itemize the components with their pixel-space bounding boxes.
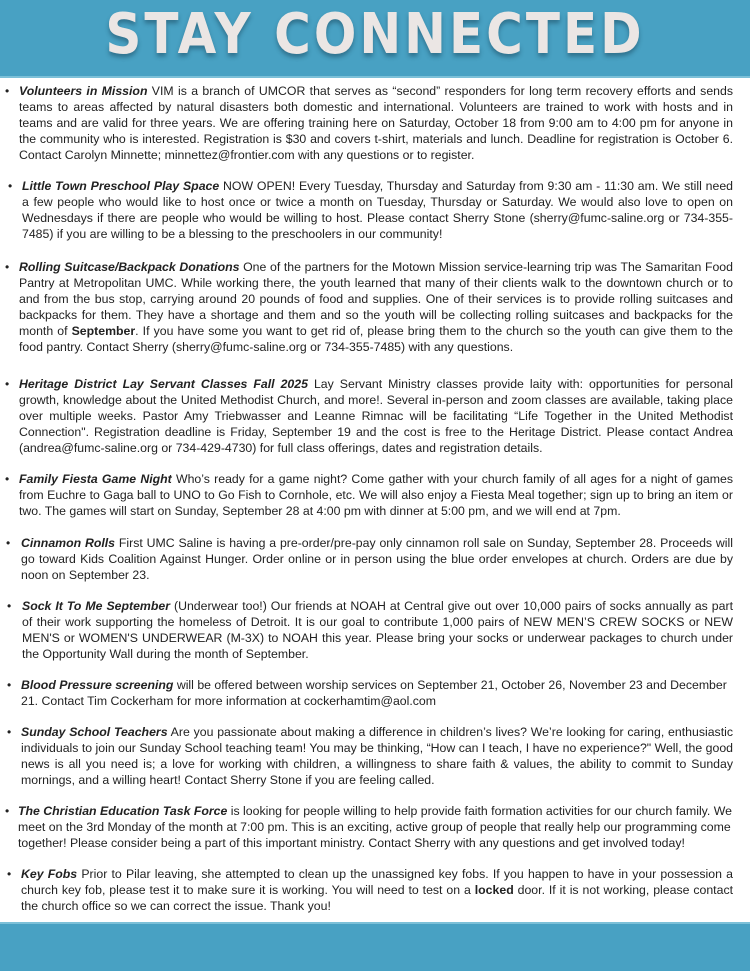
announcement-sock-it-to-me (0, 598, 750, 662)
announcement-body: NOW OPEN! Every Tuesday, Thursday and Saturday from 9:30 am - 11:30 am. We still need a few people who would like to host once or twice a month on Tuesday, Thursday or Saturday. We would also love to open on Wednesdays if there are people who would be willing to host. Please contact Sherry Stone (sherry@fumc-saline.org or 734-355-7485) if you are willing to be a blessing to the preschoolers in our community! (22, 179, 733, 242)
bullet-icon: • (5, 84, 10, 98)
announcement-title: Heritage District Lay Servant Classes Fall 2025 (19, 377, 308, 391)
announcement-title: Volunteers in Mission (19, 84, 148, 98)
announcement-preschool-play-space (0, 178, 750, 242)
announcement-body: VIM is a branch of UMCOR that serves as “second” responders for long term recovery efforts and sends teams to areas affected by natural disasters both domestic and international. Volunteers are trained to work with hosts and in teams and are valid for three years. We are offering training here on Saturday, October 18 from 9:00 am to 4:00 pm for anyone in the community who is interested. Registration is $30 and covers t-shirt, materials and lunch. Deadline for registration is October 6. Contact Carolyn Minnette; minnettez@frontier.com with any questions or to register. (19, 84, 733, 163)
bullet-icon: • (5, 377, 10, 391)
announcement-body: Prior to Pilar leaving, she attempted to clean up the unassigned key fobs. If you happen to have in your possession a church key fob, please test it to make sure it is working. You will need to test on a (21, 867, 733, 898)
footer-banner (0, 922, 750, 971)
bullet-icon: • (8, 179, 13, 193)
announcement-title: Blood Pressure screening (21, 678, 174, 692)
announcement-body: will be offered between worship services on September 21, October 26, November 23 and December 21. Contact Tim Cockerham for more information at cockerhamtim@aol.com (21, 678, 727, 709)
announcement-body: One of the partners for the Motown Mission service-learning trip was The Samaritan Food Pantry at Metropolitan UMC. While working there, the youth learned that many of their clients walk to the downtown church or to and from the bus stop, carrying around 20 pounds of food and supplies. One of their services is to provide rolling suitcases and backpacks for them. They have a shortage and them and so the youth will be collecting rolling suitcases and backpacks for the month of (19, 260, 733, 339)
bullet-icon: • (5, 804, 10, 818)
announcement-title: Key Fobs (21, 867, 78, 881)
announcement-lay-servant-classes (0, 376, 750, 456)
bullet-icon: • (7, 725, 12, 739)
announcement-family-fiesta (0, 471, 750, 519)
announcement-title: Little Town Preschool Play Space (22, 179, 220, 193)
announcement-emphasis: locked (474, 883, 514, 898)
announcement-sunday-school-teachers (0, 724, 750, 788)
announcement-christian-education (0, 803, 750, 851)
announcement-volunteers-in-mission (0, 83, 750, 163)
page-title: STAY CONNECTED (105, 1, 645, 67)
announcement-cinnamon-rolls (0, 535, 750, 583)
announcement-title: Sock It To Me September (22, 599, 171, 613)
announcement-rolling-suitcase (0, 259, 750, 356)
bullet-icon: • (6, 536, 11, 550)
announcement-body: is looking for people willing to help provide faith formation activities for our church family. We meet on the 3rd Monday of the month at 7:00 pm. This is an exciting, active group of people that really help our programming come together! Please consider being a part of this important ministry. Contact Sherry with any questions and get involved today! (18, 804, 732, 851)
announcement-key-fobs (0, 866, 750, 914)
announcement-body: Lay Servant Ministry classes provide laity with: opportunities for personal growth, knowledge about the United Methodist Church, and more!. Several in-person and zoom classes are available, taking place over multiple weeks. Pastor Amy Triebwasser and Leanne Rimnac will be facilitating “Life Together in the United Methodist Connection". Registration deadline is Friday, September 19 and the cost is free to the Heritage District. Please contact Andrea (andrea@fumc-saline.org or 734-429-4730) for full class offerings, dates and registration details. (19, 377, 733, 456)
bullet-icon: • (5, 472, 10, 486)
announcement-body-end: door. If it is not working, please contact the church office so we can correct the issue. Thank you! (21, 883, 734, 914)
announcement-title: Rolling Suitcase/Backpack Donations (19, 260, 240, 274)
announcement-body: (Underwear too!) Our friends at NOAH at Central give out over 10,000 pairs of socks annually as part of their work supporting the homeless of Detroit. It is our goal to contribute 1,000 pairs of NEW MEN’S CREW SOCKS or NEW MEN'S or WOMEN'S UNDERWEAR (M-3X) to NOAH this year. Please bring your socks or underwear packages to church under the Opportunity Wall during the month of September. (22, 599, 733, 662)
bullet-icon: • (7, 678, 12, 692)
announcement-body: Who’s ready for a game night? Come gather with your church family of all ages for a night of games from Euchre to Gaga ball to UNO to Go Fish to Cornhole, etc. We will also enjoy a Fiesta Meal together; sign up to bring an item or two. The games will start on Sunday, September 28 at 4:00 pm with dinner at 5:00 pm, and we will end at 7pm. (19, 472, 733, 519)
announcement-body: First UMC Saline is having a pre-order/pre-pay only cinnamon roll sale on Sunday, September 28. Proceeds will go toward Kids Coalition Against Hunger. Order online or in person using the blue order envelopes at church. Orders are due by noon on September 23. (21, 536, 733, 583)
announcement-title: Cinnamon Rolls (21, 536, 116, 550)
bullet-icon: • (7, 599, 12, 613)
announcement-title: The Christian Education Task Force (18, 804, 228, 818)
bullet-icon: • (5, 260, 10, 274)
bullet-icon: • (7, 867, 12, 881)
announcement-title: Sunday School Teachers (21, 725, 168, 739)
announcement-blood-pressure (0, 677, 750, 709)
announcement-body: Are you passionate about making a difference in children’s lives? We’re looking for caring, enthusiastic individuals to join our Sunday School teaching team! You may be thinking, “How can I teach, I have no experience?" Well, the good news is all you need is; a love for working with children, a willingness to share faith & values, the ability to commit to Sunday mornings, and a willing heart! Contact Sherry Stone if you are feeling called. (21, 725, 733, 788)
announcement-emphasis: September (71, 324, 136, 339)
announcement-title: Family Fiesta Game Night (19, 472, 172, 486)
header-banner (0, 0, 750, 78)
announcement-body-end: . If you have some you want to get rid of, please bring them to the church so the youth can give them to the food pantry. Contact Sherry (sherry@fumc-saline.org or 734-355-7485) with any questions. (19, 324, 733, 355)
